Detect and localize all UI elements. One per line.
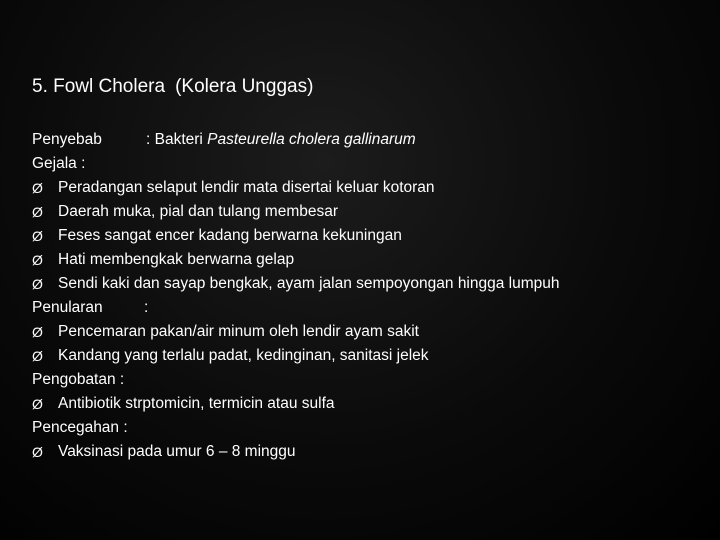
penularan-label: Penularan bbox=[32, 299, 103, 316]
bullet-arrow-icon: Ø bbox=[32, 348, 43, 364]
pencegahan-item-text: Vaksinasi pada umur 6 – 8 minggu bbox=[58, 443, 296, 460]
title-main: 5. Fowl Cholera bbox=[32, 76, 166, 97]
penularan-sep: : bbox=[144, 299, 149, 316]
bullet-arrow-icon: Ø bbox=[32, 180, 43, 196]
penularan-item-text: Kandang yang terlalu padat, kedinginan, sanitasi jelek bbox=[58, 347, 429, 364]
pencegahan-label: Pencegahan : bbox=[32, 419, 128, 436]
bullet-arrow-icon: Ø bbox=[32, 228, 43, 244]
gejala-item-3 bbox=[32, 224, 672, 248]
penyebab-value: Pasteurella cholera gallinarum bbox=[207, 131, 416, 148]
pengobatan-item-text: Antibiotik strptomicin, termicin atau sulfa bbox=[58, 395, 335, 412]
gejala-item-text: Hati membengkak berwarna gelap bbox=[58, 251, 295, 268]
gejala-item-text: Daerah muka, pial dan tulang membesar bbox=[58, 203, 339, 220]
gejala-item-1 bbox=[32, 176, 672, 200]
penularan-item-text: Pencemaran pakan/air minum oleh lendir ayam sakit bbox=[58, 323, 419, 340]
penularan-line bbox=[32, 296, 672, 320]
bullet-arrow-icon: Ø bbox=[32, 252, 43, 268]
title-sub: (Kolera Unggas) bbox=[175, 76, 314, 97]
bullet-arrow-icon: Ø bbox=[32, 396, 43, 412]
slide-body bbox=[32, 128, 672, 464]
slide-title bbox=[32, 74, 313, 100]
penularan-item-1 bbox=[32, 320, 672, 344]
penyebab-line bbox=[32, 128, 672, 152]
bullet-arrow-icon: Ø bbox=[32, 324, 43, 340]
pencegahan-item-1 bbox=[32, 440, 672, 464]
pengobatan-item-1 bbox=[32, 392, 672, 416]
gejala-item-2 bbox=[32, 200, 672, 224]
penularan-item-2 bbox=[32, 344, 672, 368]
gejala-item-text: Feses sangat encer kadang berwarna kekuningan bbox=[58, 227, 402, 244]
bullet-arrow-icon: Ø bbox=[32, 276, 43, 292]
gejala-item-text: Sendi kaki dan sayap bengkak, ayam jalan sempoyongan hingga lumpuh bbox=[58, 275, 560, 292]
penyebab-label: Penyebab bbox=[32, 131, 102, 148]
gejala-item-text: Peradangan selaput lendir mata disertai keluar kotoran bbox=[58, 179, 435, 196]
gejala-item-4 bbox=[32, 248, 672, 272]
bullet-arrow-icon: Ø bbox=[32, 204, 43, 220]
bullet-arrow-icon: Ø bbox=[32, 444, 43, 460]
pengobatan-label: Pengobatan : bbox=[32, 371, 125, 388]
penyebab-sep: : Bakteri bbox=[146, 131, 203, 148]
gejala-label: Gejala : bbox=[32, 155, 86, 172]
gejala-item-5 bbox=[32, 272, 618, 296]
